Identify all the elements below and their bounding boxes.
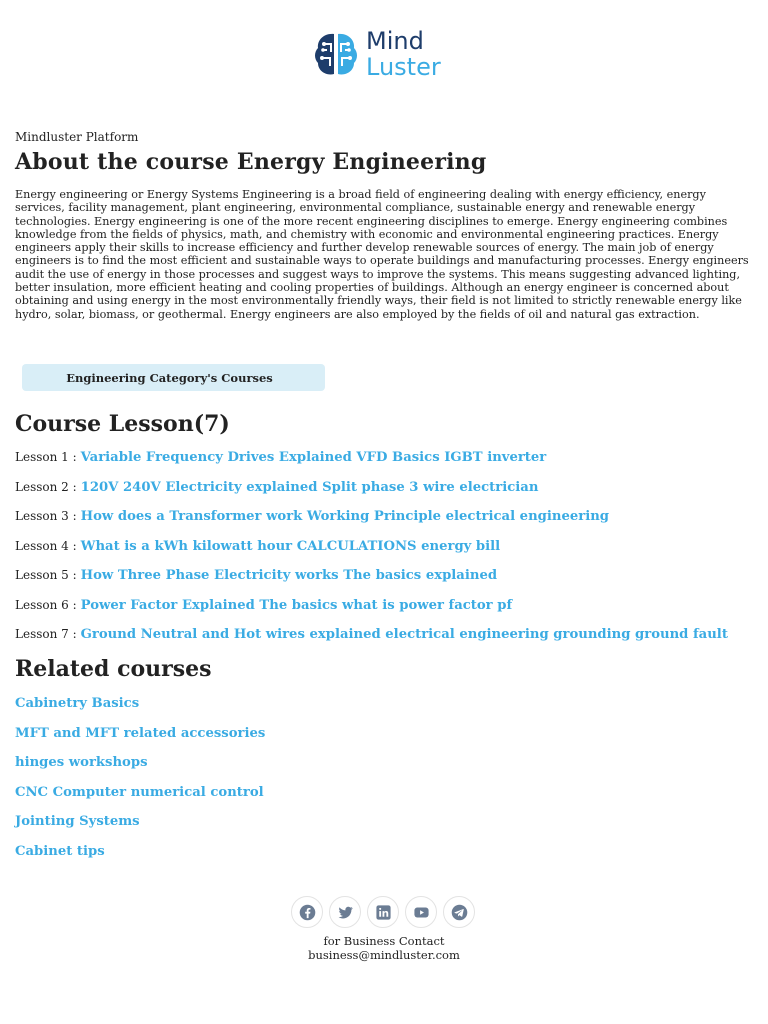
brain-logo-icon bbox=[310, 28, 362, 80]
lesson-number: Lesson 5 : bbox=[15, 568, 77, 582]
lesson-number: Lesson 6 : bbox=[15, 597, 77, 612]
telegram-icon[interactable] bbox=[443, 896, 475, 928]
related-course-link[interactable]: Cabinet tips bbox=[15, 843, 105, 859]
mindluster-logo[interactable] bbox=[310, 25, 460, 83]
lesson-link[interactable]: Ground Neutral and Hot wires explained electrical engineering grounding ground fault bbox=[80, 627, 728, 642]
lesson-link[interactable]: Variable Frequency Drives Explained VFD Basics IGBT inverter bbox=[80, 450, 547, 465]
lesson-number: Lesson 1 : bbox=[15, 450, 77, 464]
lessons-heading: Course Lesson(7) bbox=[15, 411, 230, 437]
category-courses-button[interactable] bbox=[22, 364, 325, 391]
lesson-item bbox=[15, 539, 760, 569]
related-course-link[interactable]: MFT and MFT related accessories bbox=[15, 725, 266, 741]
course-description: Energy engineering or Energy Systems Engineering is a broad field of engineering dealing with energy efficiency, energy services, facility management, plant engineering, environmental compliance, sustainable energy and renewable energy technologies. Energy engineering is one of the more recent engineering disciplines to emerge. Energy engineering combines knowledge from the fields of physics, math, and chemistry with economic and environmental engineering practices. Energy engineers apply their skills to increase efficiency and further develop renewable sources of energy. The main job of energy engineers is to find the most efficient and sustainable ways to operate buildings and manufacturing processes. Energy engineers audit the use of energy in those processes and suggest ways to improve the systems. This means suggesting advanced lighting, better insulation, more efficient heating and cooling properties of buildings. Although an energy engineer is concerned about obtaining and using energy in the most environmentally friendly ways, their field is not limited to strictly renewable energy like hydro, solar, biomass, or geothermal. Energy engineers are also employed by the fields of oil and natural gas extraction. bbox=[15, 188, 749, 321]
social-links bbox=[291, 896, 475, 928]
youtube-icon[interactable] bbox=[405, 896, 437, 928]
lesson-number: Lesson 4 : bbox=[15, 538, 77, 553]
lesson-item bbox=[15, 627, 760, 657]
about-course-title: About the course Energy Engineering bbox=[15, 149, 487, 175]
platform-label: Mindluster Platform bbox=[15, 130, 139, 144]
lesson-link[interactable]: How does a Transformer work Working Principle electrical engineering bbox=[80, 509, 610, 524]
related-courses-list bbox=[15, 696, 265, 873]
logo-text-luster: Luster bbox=[366, 53, 441, 81]
related-courses-heading: Related courses bbox=[15, 656, 212, 682]
linkedin-icon[interactable] bbox=[367, 896, 399, 928]
lesson-link[interactable]: Power Factor Explained The basics what is power factor pf bbox=[80, 597, 513, 613]
lesson-link[interactable]: How Three Phase Electricity works The basics explained bbox=[80, 568, 498, 583]
business-contact bbox=[0, 934, 768, 962]
lesson-item bbox=[15, 509, 760, 539]
contact-email[interactable]: business@mindluster.com bbox=[308, 948, 460, 962]
lesson-number: Lesson 2 : bbox=[15, 479, 77, 494]
lesson-item bbox=[15, 598, 760, 628]
related-course-link[interactable]: CNC Computer numerical control bbox=[15, 784, 264, 800]
contact-label: for Business Contact bbox=[323, 934, 445, 948]
lesson-number: Lesson 7 : bbox=[15, 627, 77, 641]
category-courses-label: Engineering Category's Courses bbox=[66, 370, 273, 385]
related-course-link[interactable]: Jointing Systems bbox=[15, 814, 140, 829]
lesson-item bbox=[15, 568, 760, 598]
lesson-item bbox=[15, 480, 760, 510]
lesson-link[interactable]: 120V 240V Electricity explained Split phase 3 wire electrician bbox=[80, 479, 539, 495]
logo-text-mind: Mind bbox=[366, 27, 424, 55]
lesson-number: Lesson 3 : bbox=[15, 509, 77, 523]
related-course-link[interactable]: Cabinetry Basics bbox=[15, 696, 140, 711]
twitter-icon[interactable] bbox=[329, 896, 361, 928]
lesson-link[interactable]: What is a kWh kilowatt hour CALCULATIONS energy bill bbox=[80, 538, 501, 554]
facebook-icon[interactable] bbox=[291, 896, 323, 928]
logo-wordmark bbox=[366, 28, 441, 80]
related-course-link[interactable]: hinges workshops bbox=[15, 755, 148, 770]
lesson-item bbox=[15, 450, 760, 480]
lesson-list bbox=[15, 450, 760, 657]
